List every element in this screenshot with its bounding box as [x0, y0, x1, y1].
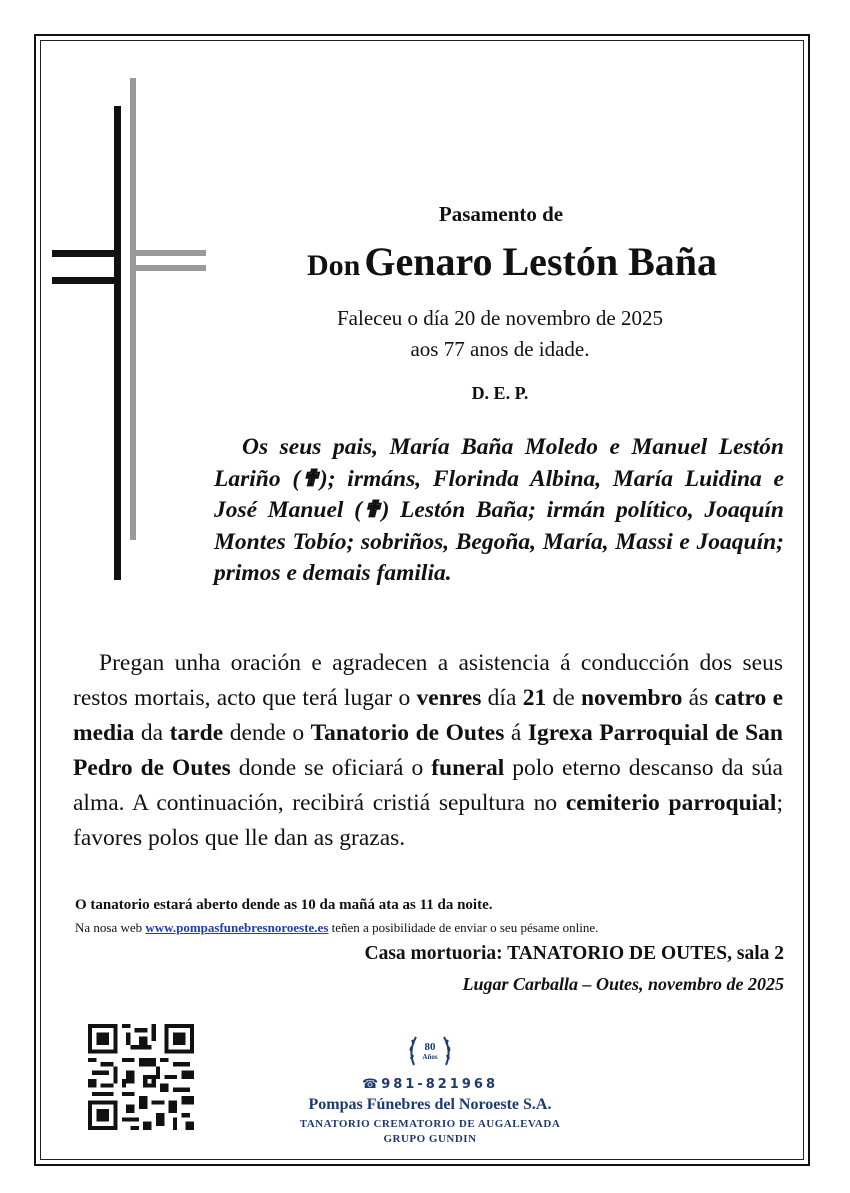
room-number: , sala 2	[727, 943, 784, 964]
deceased-name: Genaro Lestón Baña	[364, 239, 717, 284]
age-line: aos 77 anos de idade.	[410, 337, 590, 361]
website-link[interactable]: www.pompasfunebresnoroeste.es	[145, 920, 329, 935]
cemetery-name: cemiterio parroquial	[565, 790, 777, 816]
web-note	[75, 920, 795, 936]
funeral-home-label: Casa mortuoria: TANATORIO DE OUTES	[364, 943, 728, 964]
phone-icon: ☎	[361, 1077, 382, 1092]
month-name: novembro	[580, 685, 683, 711]
deceased-name-line	[222, 238, 802, 285]
funeral-word: funeral	[431, 755, 505, 781]
opening-hours: O tanatorio estará aberto dende as 10 da mañá ata as 11 da noite.	[75, 897, 493, 913]
phone-line	[300, 1077, 560, 1092]
text-fragment: Pregan unha oración e agradecen a asistencia á conducción dos seus restos mortais, acto que terá lugar o	[73, 650, 783, 711]
church-name: Igrexa Parroquial de San Pedro de Outes	[73, 720, 783, 781]
honorific: Don	[307, 249, 361, 282]
funeral-home	[200, 943, 784, 965]
text-fragment: de	[546, 685, 581, 711]
text-fragment: ; favores polos que lle dan as grazas.	[73, 790, 783, 851]
dep-text: D. E. P.	[471, 383, 529, 403]
notice-heading: Pasamento de	[438, 202, 564, 226]
phone-number[interactable]: 981-821968	[381, 1077, 498, 1092]
laurel-80-anos-logo	[404, 1025, 456, 1077]
web-suffix: teñen a posibilidade de enviar o seu pésame online.	[328, 920, 599, 935]
company-name: Pompas Fúnebres del Noroeste S.A.	[308, 1096, 552, 1113]
family-paragraph: Os seus pais, María Baña Moledo e Manuel Lestón Lariño (✟); irmáns, Florinda Albina, María Luidina e José Manuel (✟) Lestón Baña; irmán político, Joaquín Montes Tobío; sobriños, Begoña, María, Massi e Joaquín; primos e demais familia.	[214, 434, 784, 586]
death-info	[290, 303, 710, 365]
cross-icon	[50, 78, 210, 580]
service-time: catro e media	[73, 685, 783, 746]
time-of-day: tarde	[169, 720, 224, 746]
text-fragment: dende o	[223, 720, 311, 746]
web-prefix: Na nosa web	[75, 920, 146, 935]
group-name: GRUPO GUNDIN	[383, 1133, 477, 1145]
day-number: 21	[522, 685, 547, 711]
text-fragment: polo eterno descanso da súa alma. A continuación, recibirá cristiá sepultura no	[73, 755, 783, 816]
day-name: venres	[416, 685, 482, 711]
text-fragment: día	[481, 685, 523, 711]
text-fragment: ás	[682, 685, 715, 711]
text-fragment: á	[504, 720, 528, 746]
crematorium-name: TANATORIO CREMATORIO DE AUGALEVADA	[299, 1118, 561, 1130]
logo-number: 80	[424, 1041, 436, 1053]
logo-word: Años	[422, 1053, 438, 1061]
service-paragraph	[73, 646, 783, 856]
text-fragment: da	[134, 720, 170, 746]
death-date: Faleceu o día 20 de novembro de 2025	[337, 306, 663, 330]
origin-place: Tanatorio de Outes	[310, 720, 505, 746]
qr-code[interactable]	[88, 1024, 194, 1130]
place-date: Lugar Carballa – Outes, novembro de 2025	[462, 974, 784, 994]
text-fragment: donde se oficiará o	[230, 755, 432, 781]
